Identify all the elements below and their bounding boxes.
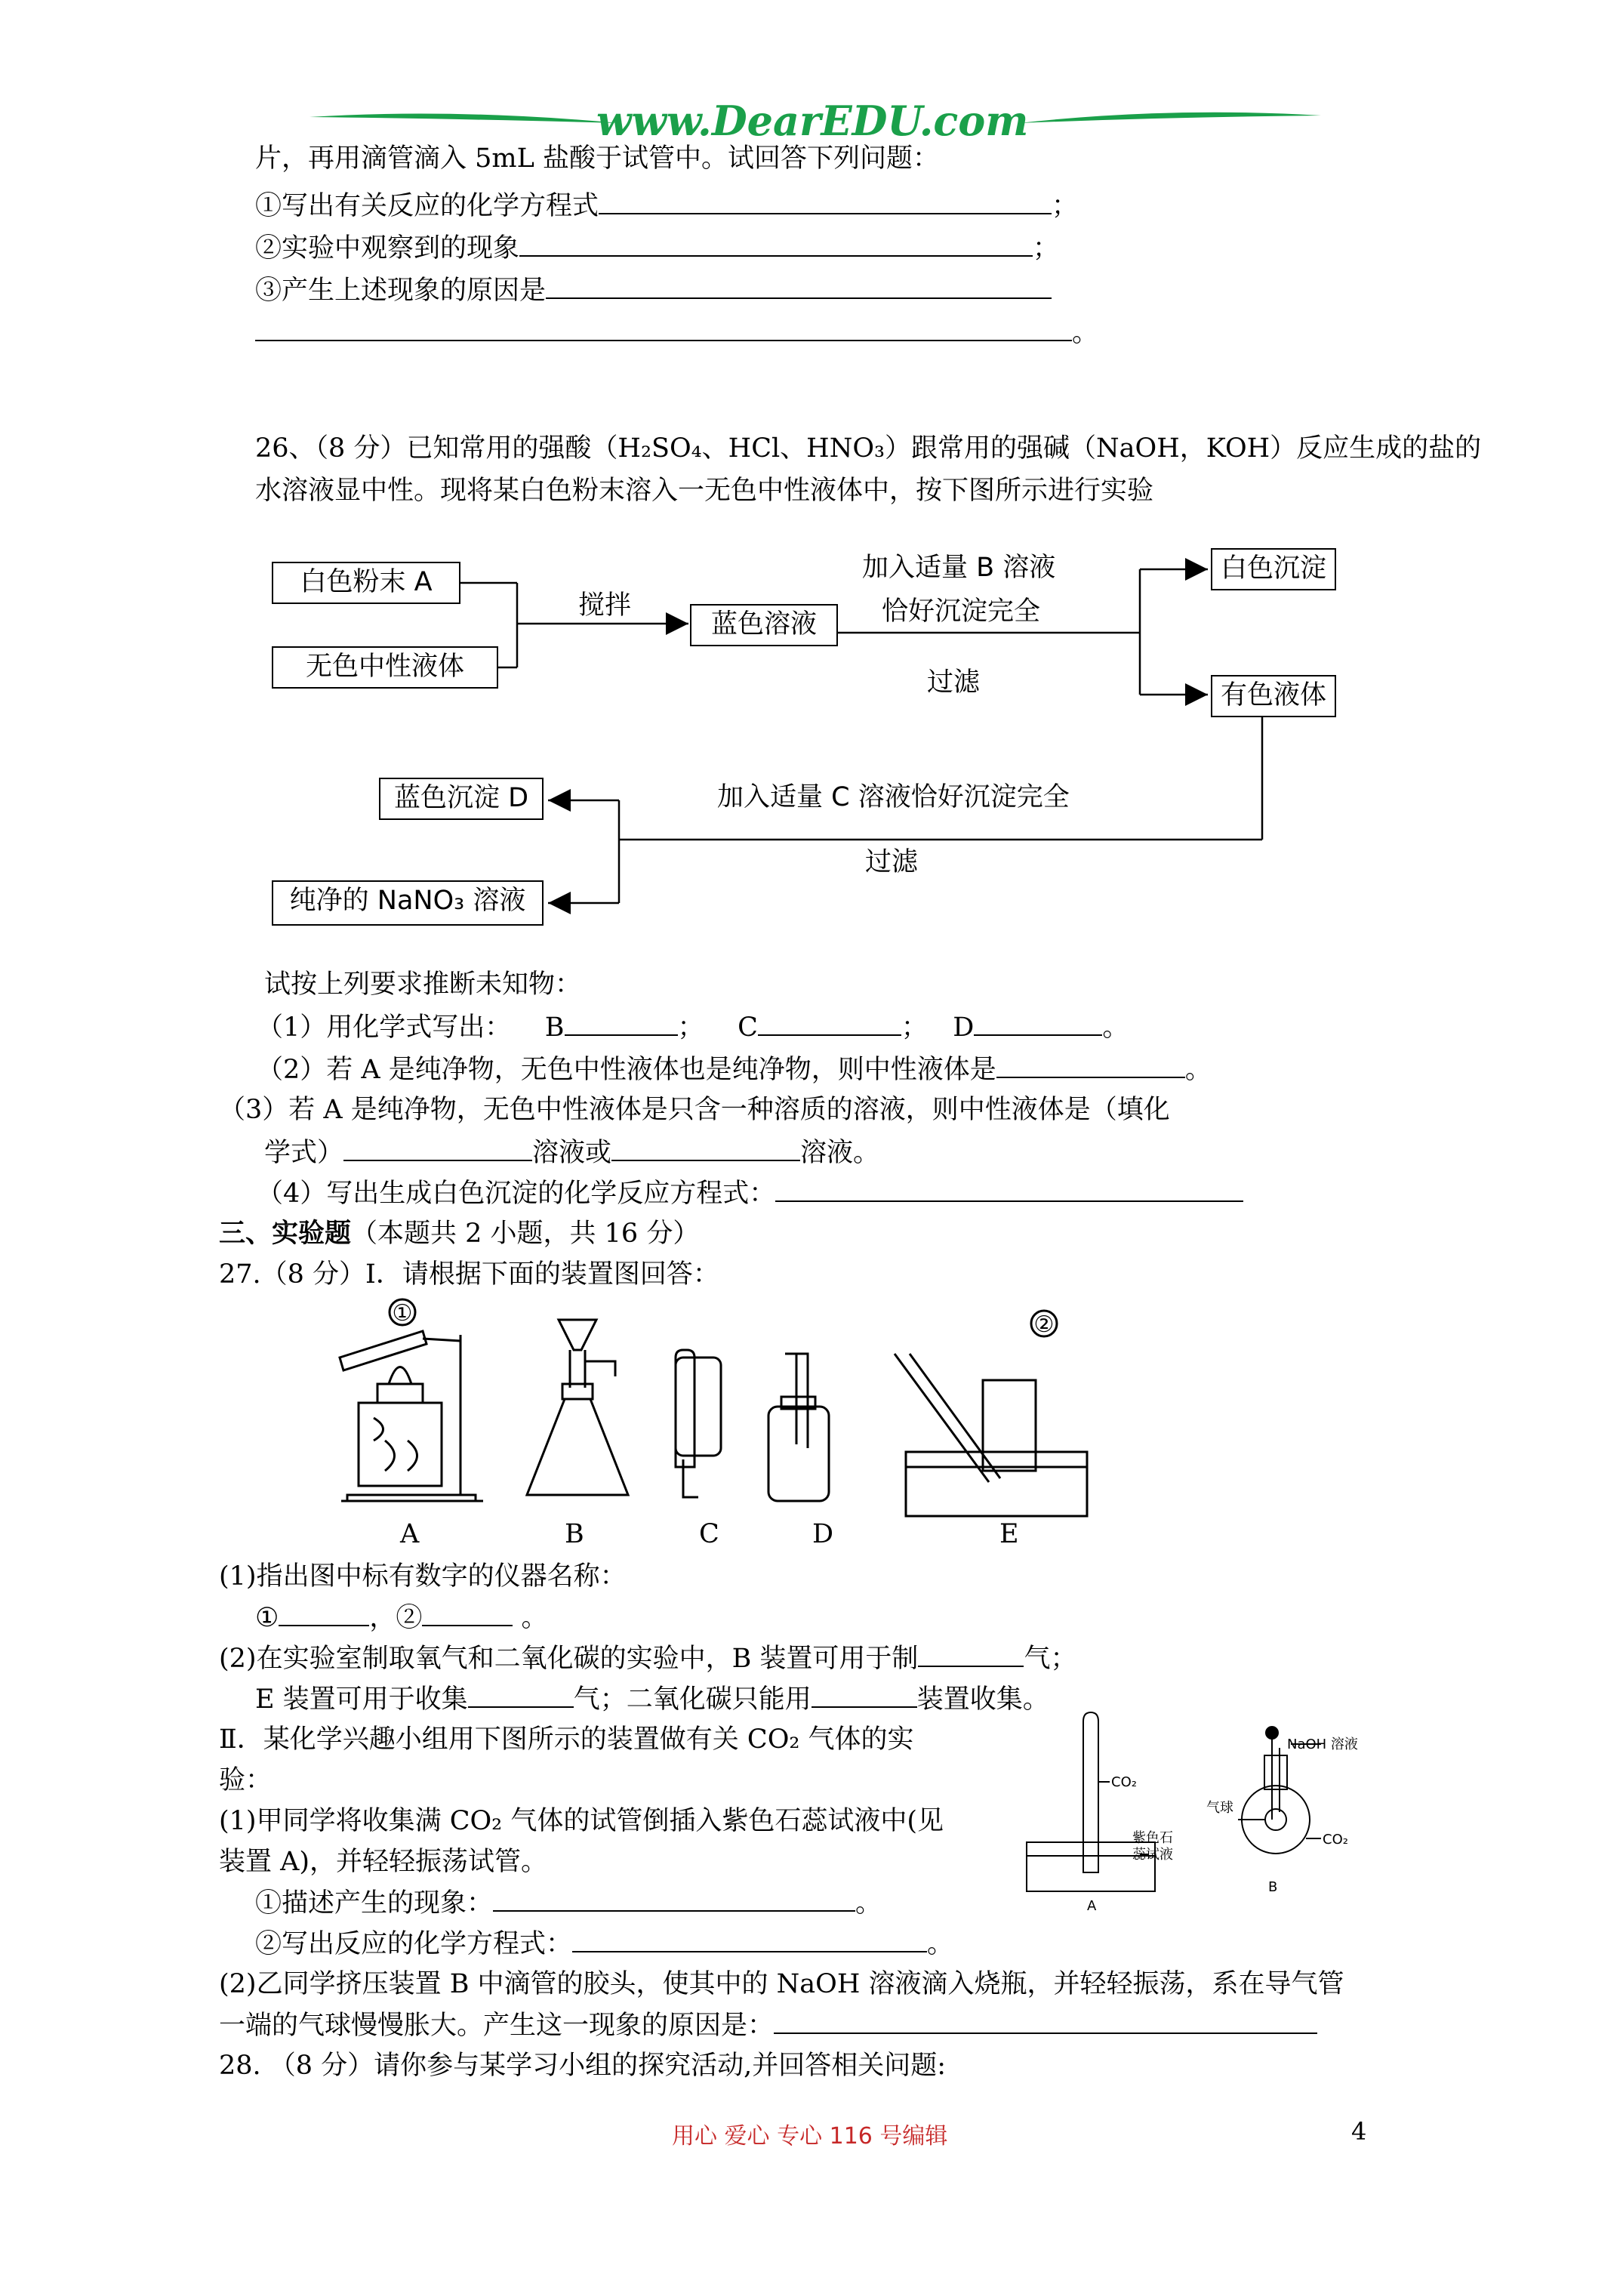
- apparatus-marker-2: ②: [1033, 1311, 1055, 1338]
- q27-ii-line2: 验：: [219, 1765, 273, 1795]
- q26-part4: （4）写出生成白色沉淀的化学反应方程式：: [257, 1178, 1243, 1209]
- fig-b-label: B: [1268, 1879, 1278, 1895]
- label-add-b-2: 恰好沉淀完全: [882, 596, 1041, 627]
- q26-intro2: 水溶液显中性。现将某白色粉末溶入一无色中性液体中，按下图所示进行实验: [255, 476, 1154, 506]
- q26-part2: （2）若 A 是纯净物，无色中性液体也是纯净物，则中性液体是 。: [257, 1055, 1212, 1085]
- q25-item3: ③产生上述现象的原因是: [255, 275, 1052, 306]
- q27-ii-s1c: ①描述产生的现象： 。: [255, 1888, 882, 1918]
- section3-heading: 三、实验题（本题共 2 小题，共 16 分）: [219, 1218, 700, 1249]
- fig-a-litmus-2: 蕊试液: [1132, 1847, 1173, 1863]
- page-number: 4: [1351, 2117, 1367, 2146]
- q28-title: 28. （8 分）请你参与某学习小组的探究活动,并回答相关问题:: [219, 2051, 947, 2081]
- label-filter-2: 过滤: [865, 847, 919, 877]
- apparatus-label-d: D: [812, 1519, 834, 1549]
- fig-b-naoh: NaOH 溶液: [1287, 1737, 1358, 1752]
- q26-ask: 试按上列要求推断未知物：: [264, 969, 582, 1000]
- fig-a-litmus-1: 紫色石: [1132, 1830, 1173, 1846]
- q27-s1-blanks: ① ，② 。: [255, 1603, 548, 1633]
- q26-intro1: 26、（8 分）已知常用的强酸（H₂SO₄、HCl、HNO₃）跟常用的强碱（NaOH，KOH）反应生成的盐的: [255, 433, 1482, 464]
- apparatus-label-a: A: [400, 1519, 420, 1549]
- q27-s2-line2: E 装置可用于收集 气；二氧化碳只能用 装置收集。: [255, 1684, 1049, 1715]
- box-white-powder-a: 白色粉末 A: [272, 562, 460, 604]
- apparatus-label-e: E: [999, 1519, 1019, 1549]
- label-filter-1: 过滤: [927, 667, 981, 698]
- q25-item1: ①写出有关反应的化学方程式 ；: [255, 191, 1079, 221]
- q25-line0: 片，再用滴管滴入 5mL 盐酸于试管中。试回答下列问题：: [255, 143, 939, 174]
- box-blue-precipitate-d: 蓝色沉淀 D: [379, 778, 544, 820]
- label-add-b-1: 加入适量 B 溶液: [862, 553, 1056, 583]
- q27-ii-s1d: ②写出反应的化学方程式： 。: [255, 1929, 954, 1959]
- q25-item2: ②实验中观察到的现象 ；: [255, 233, 1060, 264]
- q27-ii-s2a: (2)乙同学挤压装置 B 中滴管的胶头，使其中的 NaOH 溶液滴入烧瓶，并轻轻振荡，系在导气管: [219, 1969, 1344, 1999]
- box-colorless-liquid: 无色中性液体: [272, 646, 498, 689]
- q26-part3-a: （3）若 A 是纯净物，无色中性液体是只含一种溶质的溶液，则中性液体是（填化: [219, 1095, 1170, 1125]
- fig-a-co2: CO₂: [1111, 1774, 1137, 1790]
- q27-s2-line1: (2)在实验室制取氧气和二氧化碳的实验中，B 装置可用于制 气；: [219, 1644, 1077, 1674]
- box-blue-solution: 蓝色溶液: [690, 604, 838, 646]
- q27-s1: (1)指出图中标有数字的仪器名称：: [219, 1561, 627, 1592]
- site-logo: www.DearEDU.com: [596, 97, 1029, 145]
- apparatus-marker-1: ①: [392, 1300, 413, 1327]
- q26-part1: （1）用化学式写出： B ； C ； D 。: [257, 1012, 1129, 1043]
- co2-figure: [1019, 1706, 1412, 1910]
- fig-b-co2: CO₂: [1323, 1832, 1348, 1848]
- fig-a-label: A: [1087, 1898, 1097, 1910]
- box-white-precipitate: 白色沉淀: [1211, 548, 1336, 590]
- q25-item3-cont: 。: [255, 317, 1098, 348]
- fig-b-balloon: 气球: [1206, 1800, 1233, 1816]
- q26-part3-b: 学式） 溶液或 溶液。: [264, 1138, 880, 1168]
- q27-ii-s2b: 一端的气球慢慢胀大。产生这一现象的原因是：: [219, 2010, 1317, 2041]
- apparatus-label-b: B: [565, 1519, 584, 1549]
- box-colored-liquid: 有色液体: [1211, 675, 1336, 717]
- q27-ii-s1b: 装置 A)，并轻轻振荡试管。: [219, 1847, 548, 1877]
- footer-text: 用心 爱心 专心 116 号编辑: [672, 2123, 948, 2150]
- label-stir: 搅拌: [578, 590, 632, 621]
- q27-ii-s1a: (1)甲同学将收集满 CO₂ 气体的试管倒插入紫色石蕊试液中(见: [219, 1806, 944, 1836]
- q27-title: 27.（8 分）I．请根据下面的装置图回答：: [219, 1259, 719, 1290]
- apparatus-figure: [325, 1297, 1117, 1524]
- q27-ii-line1: Ⅱ．某化学兴趣小组用下图所示的装置做有关 CO₂ 气体的实: [219, 1724, 914, 1755]
- apparatus-label-c: C: [699, 1519, 719, 1549]
- label-add-c: 加入适量 C 溶液恰好沉淀完全: [717, 782, 1070, 812]
- box-pure-nano3: 纯净的 NaNO₃ 溶液: [272, 880, 544, 926]
